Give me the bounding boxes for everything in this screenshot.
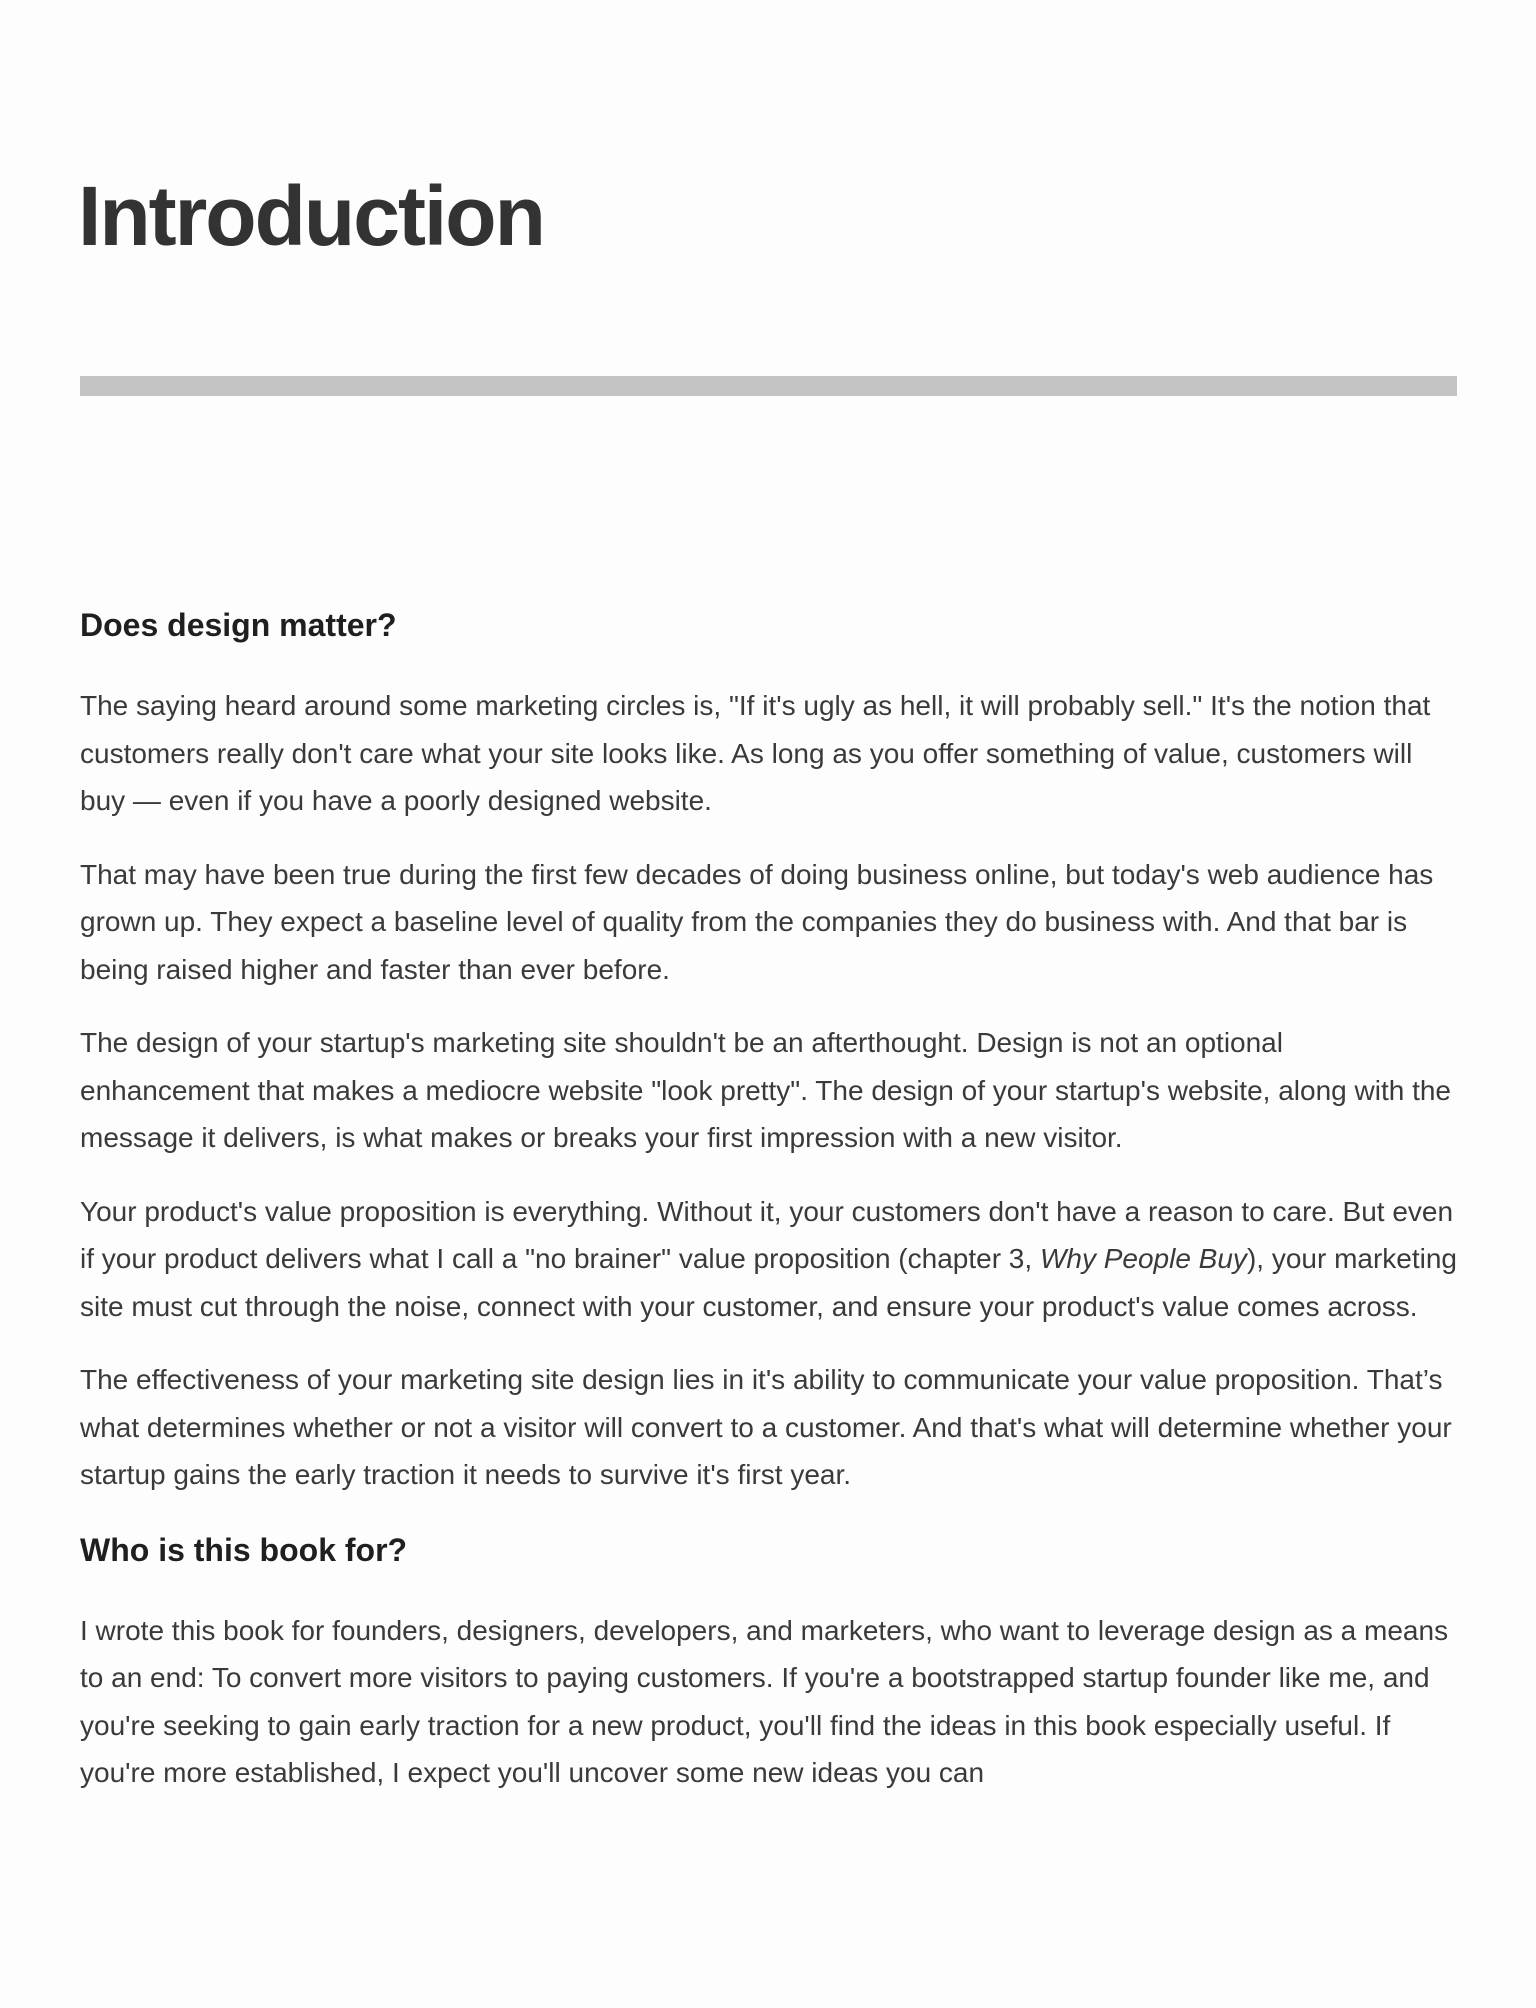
title-divider	[80, 376, 1457, 396]
paragraph-text: ), your marketing site must cut through the noise, connect with your customer, and ensure your product's value comes across.	[80, 1243, 1458, 1322]
paragraph: The saying heard around some marketing circles is, "If it's ugly as hell, it will probably sell." It's the notion that customers really don't care what your site looks like. As long as you offer something of value, customers will buy — even if you have a poorly designed website.	[80, 690, 1431, 816]
paragraph: I wrote this book for founders, designers, developers, and marketers, who want to leverage design as a means to an end: To convert more visitors to paying customers. If you're a bootstrapped startup founder like me, and you're seeking to gain early traction for a new product, you'll find the ideas in this book especially useful. If you're more established, I expect you'll uncover some new ideas you can	[80, 1614, 1449, 1788]
paragraph-text: Your product's value proposition is everything. Without it, your customers don't have a reason to care. But even if your product delivers what I call a "no brainer" value proposition (chapter 3,	[80, 1195, 1454, 1274]
paragraph: The effectiveness of your marketing site design lies in it's ability to communicate your value proposition. That’s what determines whether or not a visitor will convert to a customer. And that's what will determine whether your startup gains the early traction it needs to survive it's first year.	[80, 1364, 1452, 1490]
paragraph: The design of your startup's marketing site shouldn't be an afterthought. Design is not an optional enhancement that makes a mediocre website "look pretty". The design of your startup's website, along with the message it delivers, is what makes or breaks your first impression with a new visitor.	[80, 1027, 1452, 1153]
section-heading-who-is-this-book-for: Who is this book for?	[80, 1531, 408, 1568]
chapter-title: Introduction	[78, 169, 544, 263]
section-heading-does-design-matter: Does design matter?	[80, 607, 397, 643]
paragraph: That may have been true during the first few decades of doing business online, but today's web audience has grown up. They expect a baseline level of quality from the companies they do business with. And that bar is being raised higher and faster than ever before.	[80, 858, 1434, 985]
chapter-body	[80, 600, 1460, 1823]
chapter-reference: Why People Buy	[1039, 1243, 1247, 1274]
paragraph-value-proposition	[80, 1188, 1460, 1331]
